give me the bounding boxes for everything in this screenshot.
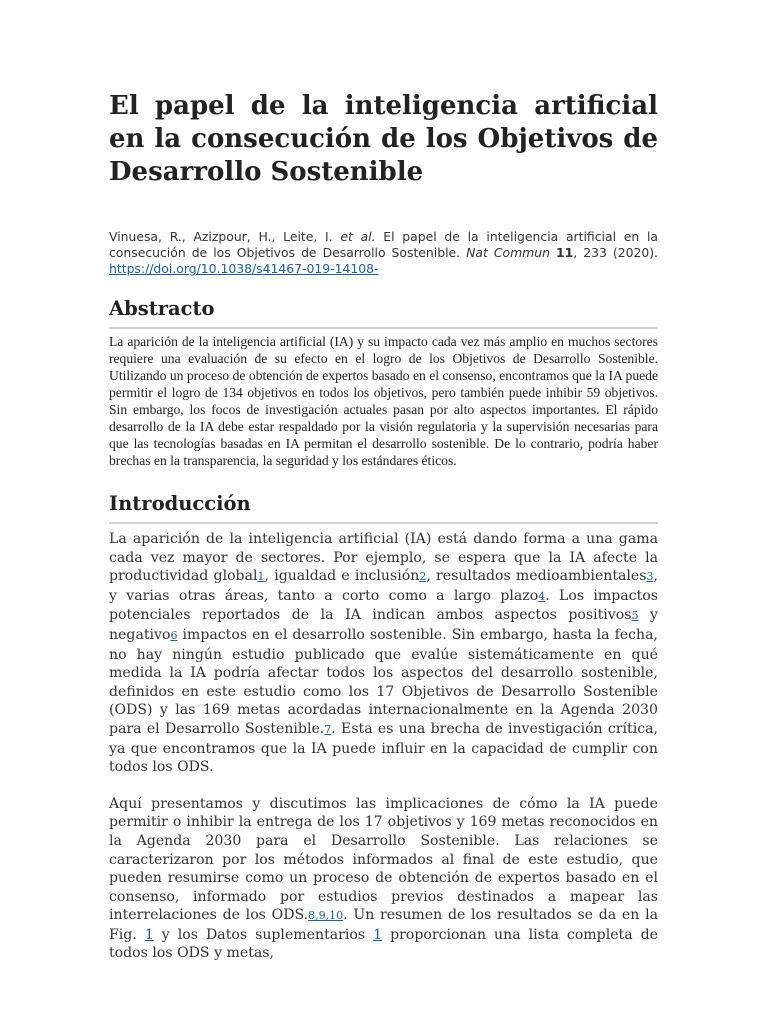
- abstract-heading: Abstracto: [109, 297, 215, 320]
- reference-link-2[interactable]: 2: [419, 570, 427, 584]
- reference-link-3[interactable]: 3: [646, 570, 654, 584]
- paper-title: El papel de la inteligencia artificial en la consecución de los Objetivos de Desarrollo Sostenible: [109, 91, 658, 187]
- intro-p1-text-3: , resultados medioambientales: [426, 568, 647, 585]
- intro-p1-text-1: La aparición de la inteligencia artificial (IA) está dando forma a una gama cada vez mayor de sectores. Por ejemplo, se espera que la IA afecte la productividad global: [109, 531, 658, 585]
- introduction-paragraph-1: [109, 530, 658, 777]
- abstract-section: [109, 297, 658, 469]
- intro-p2-text-4: proporcionan una lista completa de todos los ODS y metas,: [109, 926, 658, 962]
- introduction-paragraph-2: [109, 795, 658, 963]
- intro-p1-text-6: y negativo: [109, 607, 658, 643]
- reference-link-4[interactable]: 4: [538, 589, 546, 603]
- citation: [109, 229, 658, 277]
- intro-p1-text-4: , y varias otras áreas, tanto a corto como a largo plazo: [109, 568, 658, 604]
- citation-authors: Vinuesa, R., Azizpour, H., Leite, I.: [109, 229, 333, 244]
- citation-volume: 11: [555, 245, 574, 260]
- reference-link-8-10[interactable]: 8,9,10: [308, 909, 344, 923]
- intro-p2-text-2: . Un resumen de los resultados se da en la Fig.: [109, 907, 658, 943]
- reference-link-7[interactable]: 7: [324, 722, 332, 736]
- paper-page: [109, 0, 658, 962]
- intro-p2-text-1: Aquí presentamos y discutimos las implicaciones de cómo la IA puede permitir o inhibir la entrega de los 17 objetivos y 169 metas reconocidos en la Agenda 2030 para el Desarrollo Sostenible. Las relaciones se caracterizaron por los métodos informados al final de este estudio, que pueden resumirse como un proceso de obtención de expertos basado en el consenso, informado por estudios previos destinados a mapear las interrelaciones de los ODS.: [109, 795, 658, 924]
- citation-et-al: et al.: [340, 229, 376, 244]
- figure-link-1[interactable]: 1: [144, 926, 154, 943]
- intro-p1-text-8: . Esta es una brecha de investigación crítica, ya que encontramos que la IA puede influir en la capacidad de cumplir con todos los ODS.: [109, 720, 658, 776]
- introduction-divider: [109, 522, 658, 524]
- introduction-heading: Introducción: [109, 492, 251, 515]
- doi-link[interactable]: https://doi.org/10.1038/s41467-019-14108-: [109, 261, 379, 276]
- intro-p1-text-2: , igualdad e inclusión: [264, 568, 420, 585]
- citation-article-title: El papel de la inteligencia artificial en la consecución de los Objetivos de Desarrollo Sostenible.: [109, 229, 658, 260]
- abstract-divider: [109, 327, 658, 329]
- supplementary-data-link-1[interactable]: 1: [373, 926, 383, 943]
- citation-pages-year: , 233 (2020).: [573, 245, 658, 260]
- intro-p1-text-7: impactos en el desarrollo sostenible. Sin embargo, hasta la fecha, no hay ningún estudio publicado que evalúe sistemáticamente en qué medida la IA podría afectar todos los aspectos del desarrollo sostenible, definidos en este estudio como los 17 Objetivos de Desarrollo Sostenible (ODS) y las 169 metas acordadas internacionalmente en la Agenda 2030 para el Desarrollo Sostenible.: [109, 626, 658, 737]
- abstract-text: La aparición de la inteligencia artificial (IA) y su impacto cada vez más amplio en muchos sectores requiere una evaluación de su efecto en el logro de los Objetivos de Desarrollo Sostenible. Utilizando un proceso de obtención de expertos basado en el consenso, encontramos que la IA puede permitir el logro de 134 objetivos en todos los objetivos, pero también puede inhibir 59 objetivos. Sin embargo, los focos de investigación actuales pasan por alto aspectos importantes. El rápido desarrollo de la IA debe estar respaldado por la visión regulatoria y la supervisión necesarias para que las tecnologías basadas en IA permitan el desarrollo sostenible. De lo contrario, podría haber brechas en la transparencia, la seguridad y los estándares éticos.: [109, 334, 658, 468]
- citation-journal: Nat Commun: [466, 245, 550, 260]
- reference-link-6[interactable]: 6: [170, 628, 178, 642]
- reference-link-5[interactable]: 5: [631, 609, 639, 623]
- reference-link-1[interactable]: 1: [257, 570, 265, 584]
- intro-p2-text-3: y los Datos suplementarios: [153, 926, 374, 943]
- intro-p1-text-5: . Los impactos potenciales reportados de la IA indican ambos aspectos positivos: [109, 587, 658, 624]
- introduction-section: [109, 492, 658, 963]
